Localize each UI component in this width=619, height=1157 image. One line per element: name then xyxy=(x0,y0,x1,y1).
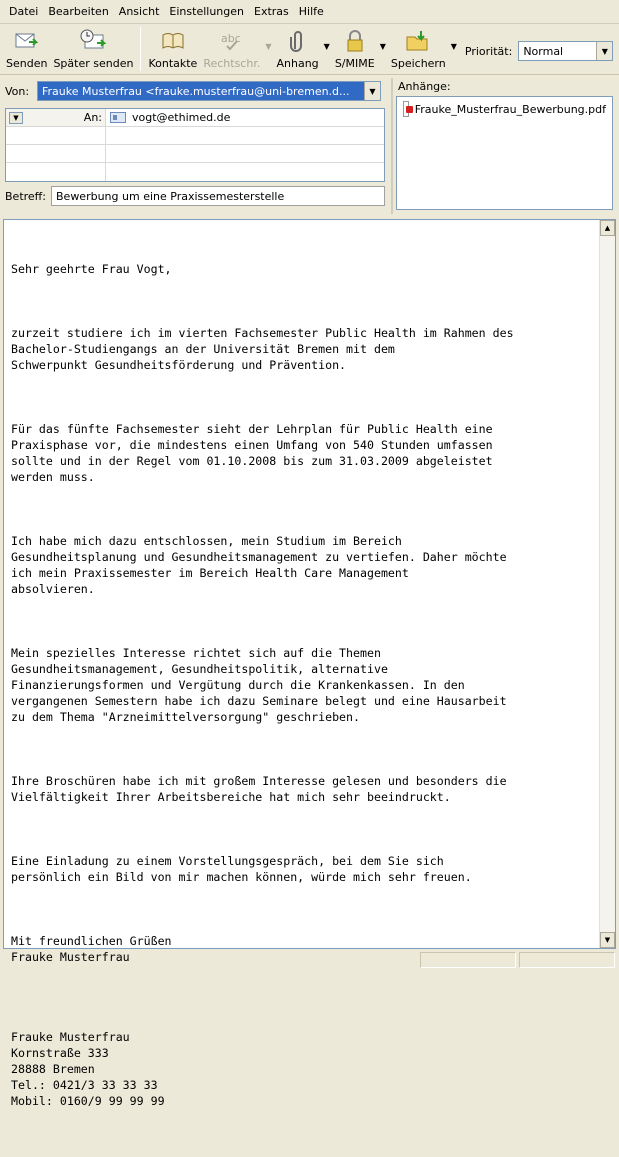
attachment-item[interactable]: Frauke_Musterfrau_Bewerbung.pdf xyxy=(403,101,606,117)
body-paragraph: Mein spezielles Interesse richtet sich auf die Themen Gesundheitsmanagement, Gesundheitspolitik, alternative Finanzierungsformen und Vergütung durch die Krankenkassen. In den vergangenen Semestern habe ich dazu Seminare belegt und eine Hausarbeit zu dem Thema "Arzneimittelversorgung" geschrieben. xyxy=(11,646,507,724)
menu-einstellungen[interactable]: Einstellungen xyxy=(169,4,244,18)
send-button[interactable]: Senden xyxy=(3,25,50,73)
scroll-up-icon[interactable]: ▲ xyxy=(600,220,615,236)
svg-text:abc: abc xyxy=(220,32,241,45)
address-header xyxy=(3,78,389,212)
send-later-button[interactable]: Später senden xyxy=(50,25,136,73)
save-folder-icon xyxy=(404,27,432,55)
signature: Frauke Musterfrau Kornstraße 333 28888 Bremen Tel.: 0421/3 33 33 33 Mobil: 0160/9 99 99 99 xyxy=(11,1030,165,1108)
save-button[interactable]: Speichern xyxy=(388,25,449,73)
menu-bar xyxy=(0,0,619,24)
spellcheck-icon xyxy=(218,27,246,55)
toolbar-separator xyxy=(140,27,141,71)
paperclip-icon xyxy=(284,27,312,55)
send-later-icon xyxy=(79,27,107,55)
body-paragraph: Ihre Broschüren habe ich mit großem Interesse gelesen und besonders die Vielfältigkeit Ihrer Arbeitsbereiche hat mich sehr beeindruckt. xyxy=(11,774,507,804)
attachments-list xyxy=(396,96,613,210)
pane-splitter[interactable] xyxy=(391,78,393,214)
body-paragraph: Eine Einladung zu einem Vorstellungsgespräch, bei dem Sie sich persönlich ein Bild von mir machen können, würde mich sehr freuen. xyxy=(11,854,472,884)
spellcheck-dropdown-icon[interactable]: ▼ xyxy=(265,42,272,51)
message-body-editor[interactable] xyxy=(3,219,616,1108)
attach-button[interactable]: Anhang xyxy=(274,25,322,73)
subject-input[interactable]: Bewerbung um eine Praxissemesterstelle xyxy=(51,186,385,206)
subject-row xyxy=(3,186,385,206)
status-panel xyxy=(519,952,615,968)
from-row xyxy=(3,81,381,101)
body-paragraph: Ich habe mich dazu entschlossen, mein Studium im Bereich Gesundheitsplanung und Gesundheitsmanagement zu vertiefen. Daher möchte ich mein Praxissemester im Bereich Health Care Management absolvieren. xyxy=(11,534,507,596)
priority-control xyxy=(465,41,613,61)
attach-dropdown-icon[interactable]: ▼ xyxy=(323,42,330,51)
send-icon xyxy=(13,27,41,55)
body-paragraph: Für das fünfte Fachsemester sieht der Lehrplan für Public Health eine Praxisphase vor, die mindestens einen Umfang von 540 Stunden umfassen sollte und in der Regel vom 01.10.2008 bis zum 31.03.2009 abgeleistet werden muss. xyxy=(11,422,493,484)
smime-button[interactable]: S/MIME xyxy=(332,25,378,73)
chevron-down-icon: ▼ xyxy=(364,82,380,100)
menu-extras[interactable]: Extras xyxy=(254,4,289,18)
recipient-row-empty[interactable] xyxy=(6,163,384,181)
menu-ansicht[interactable]: Ansicht xyxy=(118,4,160,18)
address-book-icon xyxy=(159,27,187,55)
contacts-button[interactable]: Kontakte xyxy=(145,25,200,73)
scroll-down-icon[interactable]: ▼ xyxy=(600,932,615,948)
recipient-row-empty[interactable] xyxy=(6,145,384,163)
menu-bearbeiten[interactable]: Bearbeiten xyxy=(48,4,109,18)
chevron-down-icon: ▼ xyxy=(9,112,23,124)
recipient-list xyxy=(5,108,385,182)
attachments-label: Anhänge: xyxy=(398,80,451,93)
save-dropdown-icon[interactable]: ▼ xyxy=(450,42,457,51)
recipient-row xyxy=(6,109,384,127)
vertical-scrollbar[interactable] xyxy=(599,220,615,948)
status-bar xyxy=(0,950,619,970)
recipient-row-empty[interactable] xyxy=(6,127,384,145)
priority-select[interactable]: Normal ▼ xyxy=(518,41,613,61)
spellcheck-button[interactable]: abc Rechtschr. xyxy=(200,25,263,73)
menu-datei[interactable]: Datei xyxy=(9,4,39,18)
recipient-address-field[interactable]: vogt@ethimed.de xyxy=(106,109,384,126)
chevron-down-icon: ▼ xyxy=(596,42,612,60)
smime-dropdown-icon[interactable]: ▼ xyxy=(379,42,386,51)
from-label: Von: xyxy=(5,84,30,98)
from-select[interactable]: Frauke Musterfrau <frauke.musterfrau@uni-bremen.d... ▼ xyxy=(37,81,381,101)
recipient-type-select[interactable]: ▼ An: xyxy=(6,109,106,126)
toolbar xyxy=(0,25,619,75)
body-paragraph: zurzeit studiere ich im vierten Fachsemester Public Health im Rahmen des Bachelor-Studiengangs an der Universität Bremen mit dem Schwerpunkt Gesundheitsförderung und Prävention. xyxy=(11,326,514,372)
priority-label: Priorität: xyxy=(464,44,513,58)
menu-hilfe[interactable]: Hilfe xyxy=(298,4,324,18)
pdf-icon xyxy=(403,101,409,117)
contact-card-icon xyxy=(110,112,126,123)
status-panel xyxy=(420,952,516,968)
subject-label: Betreff: xyxy=(5,189,46,203)
message-body-text[interactable] xyxy=(11,229,596,1157)
attachments-pane xyxy=(394,78,615,212)
body-paragraph: Mit freundlichen Grüßen Frauke Musterfrau xyxy=(11,934,172,964)
lock-icon xyxy=(341,27,369,55)
body-paragraph: Sehr geehrte Frau Vogt, xyxy=(11,262,172,276)
